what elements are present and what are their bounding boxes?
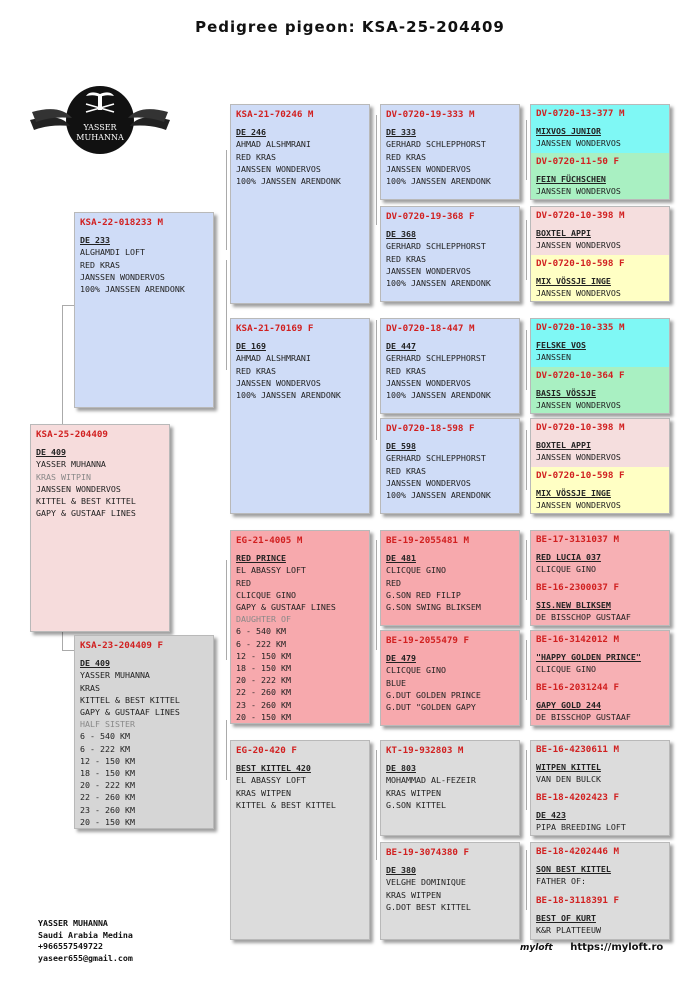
pigeon-name: GAPY GOLD 244 <box>536 700 601 711</box>
pigeon-detail-line: DE BISSCHOP GUSTAAF <box>536 612 631 623</box>
pigeon-details <box>531 648 669 675</box>
pedigree-box-dam-sire[interactable] <box>230 530 370 724</box>
ring-number: DV-0720-11-50 F <box>536 156 619 167</box>
pigeon-detail-line: JANSSEN WONDERVOS <box>386 377 471 388</box>
owner-phone: +966557549722 <box>38 941 103 951</box>
pigeon-detail-line: RED KRAS <box>236 365 276 376</box>
pigeon-name: BASIS VÖSSJE <box>536 388 596 399</box>
palm-swords-emblem-icon <box>30 82 170 162</box>
ring-number: EG-20-420 F <box>236 745 297 756</box>
pigeon-detail-line: CLICQUE GINO <box>536 664 596 675</box>
pigeon-detail-line: JANSSEN <box>536 352 571 363</box>
pigeon-name: MIX VÖSSJE INGE <box>536 276 611 287</box>
pigeon-detail-line: GAPY & GUSTAAF LINES <box>236 602 336 613</box>
pigeon-detail-line: JANSSEN WONDERVOS <box>536 400 621 411</box>
pigeon-detail-line: GERHARD SCHLEPPHORST <box>386 353 486 364</box>
ring-number: KSA-22-018233 M <box>80 217 163 228</box>
pigeon-detail-line: 20 - 150 KM <box>236 711 291 722</box>
pigeon-detail-line: G.DOT BEST KITTEL <box>386 901 471 912</box>
pigeon-detail-line: GAPY & GUSTAAF LINES <box>36 508 136 519</box>
pigeon-detail-line: JANSSEN WONDERVOS <box>536 500 621 511</box>
pigeon-detail-line: GERHARD SCHLEPPHORST <box>386 241 486 252</box>
pigeon-detail-line: G.SON SWING BLIKSEM <box>386 602 481 613</box>
pigeon-details <box>531 336 669 363</box>
pigeon-detail-line: EL ABASSY LOFT <box>236 565 306 576</box>
pigeon-detail-line: RED KRAS <box>80 259 120 270</box>
pedigree-box-dss[interactable] <box>380 530 520 626</box>
ring-number: DV-0720-10-364 F <box>536 370 625 381</box>
pigeon-detail-line: 18 - 150 KM <box>236 663 291 674</box>
pigeon-detail-line: DE BISSCHOP GUSTAAF <box>536 712 631 723</box>
pigeon-detail-line: 100% JANSSEN ARENDONK <box>236 176 341 187</box>
pigeon-detail-line: BLUE <box>386 677 406 688</box>
pigeon-name: DE 169 <box>236 341 266 352</box>
pigeon-detail-line: AHMAD ALSHMRANI <box>236 139 311 150</box>
pigeon-detail-line: YASSER MUHANNA <box>80 670 150 681</box>
owner-location: Saudi Arabia Medina <box>38 929 133 940</box>
pedigree-box-sire-sire[interactable] <box>230 104 370 304</box>
pigeon-details <box>531 384 669 411</box>
pigeon-detail-line: KRAS WITPIN <box>36 471 91 482</box>
pigeon-detail-line: 23 - 260 KM <box>80 804 135 815</box>
pedigree-box-g1[interactable] <box>530 104 670 200</box>
ring-number: DV-0720-10-598 F <box>536 258 625 269</box>
ring-number: DV-0720-13-377 M <box>536 108 625 119</box>
pedigree-box-dds[interactable] <box>380 740 520 836</box>
pigeon-name: SIS.NEW BLIKSEM <box>536 600 611 611</box>
pigeon-detail-line: G.DUT "GOLDEN GAPY <box>386 702 476 713</box>
pigeon-details <box>231 759 369 811</box>
pigeon-detail-line: RED KRAS <box>386 151 426 162</box>
pigeon-detail-line: 12 - 150 KM <box>236 650 291 661</box>
myloft-url[interactable]: https://myloft.ro <box>570 942 664 953</box>
pedigree-box-subject[interactable] <box>30 424 170 632</box>
ring-number: DV-0720-10-598 F <box>536 470 625 481</box>
pigeon-details <box>531 224 669 251</box>
pigeon-name: DE 803 <box>386 763 416 774</box>
pedigree-box-sss[interactable] <box>380 104 520 200</box>
pigeon-detail-line: K&R PLATTEEUW <box>536 925 601 936</box>
owner-email: yaseer655@gmail.com <box>38 952 133 963</box>
pigeon-name: RED PRINCE <box>236 553 286 564</box>
pigeon-detail-line: EL ABASSY LOFT <box>236 775 306 786</box>
pedigree-box-sdd[interactable] <box>380 418 520 514</box>
pigeon-name: DE 233 <box>80 235 110 246</box>
pigeon-name: WITPEN KITTEL <box>536 762 601 773</box>
ring-number: KSA-21-70246 M <box>236 109 314 120</box>
ring-number: DV-0720-18-447 M <box>386 323 475 334</box>
pigeon-detail-line: RED KRAS <box>386 253 426 264</box>
pedigree-box-g6[interactable] <box>530 630 670 726</box>
pigeon-detail-line: GERHARD SCHLEPPHORST <box>386 453 486 464</box>
pigeon-name: DE 479 <box>386 653 416 664</box>
pigeon-detail-line: KRAS WITPEN <box>386 889 441 900</box>
pedigree-box-dam[interactable] <box>74 635 214 829</box>
pigeon-detail-line: KITTEL & BEST KITTEL <box>236 799 336 810</box>
ring-number: KT-19-932803 M <box>386 745 464 756</box>
ring-number: DV-0720-10-335 M <box>536 322 625 333</box>
pigeon-details <box>231 337 369 401</box>
pigeon-detail-line: HALF SISTER <box>80 719 135 730</box>
pigeon-detail-line: 100% JANSSEN ARENDONK <box>386 490 491 501</box>
pigeon-detail-line: 22 - 260 KM <box>236 687 291 698</box>
pigeon-detail-line: JANSSEN WONDERVOS <box>386 163 471 174</box>
pigeon-detail-line: G.SON RED FILIP <box>386 589 461 600</box>
pigeon-detail-line: VELGHE DOMINIQUE <box>386 877 466 888</box>
pedigree-box-sire[interactable] <box>74 212 214 408</box>
pigeon-details <box>531 484 669 511</box>
pigeon-detail-line: JANSSEN WONDERVOS <box>236 377 321 388</box>
pigeon-detail-line: 23 - 260 KM <box>236 699 291 710</box>
pigeon-detail-line: ALGHAMDI LOFT <box>80 247 145 258</box>
ring-number: BE-18-3118391 F <box>536 895 619 906</box>
page-title: Pedigree pigeon: KSA-25-204409 <box>195 18 505 36</box>
pigeon-detail-line: JANSSEN WONDERVOS <box>536 186 621 197</box>
pigeon-detail-line: GAPY & GUSTAAF LINES <box>80 707 180 718</box>
ring-number: KSA-25-204409 <box>36 429 108 440</box>
pedigree-box-ddd[interactable] <box>380 842 520 940</box>
pigeon-detail-line: AHMAD ALSHMRANI <box>236 353 311 364</box>
pigeon-detail-line: 6 - 540 KM <box>80 731 130 742</box>
pigeon-detail-line: RED KRAS <box>236 151 276 162</box>
pedigree-box-ssd[interactable] <box>380 206 520 302</box>
pigeon-name: DE 333 <box>386 127 416 138</box>
pigeon-detail-line: MOHAMMAD AL-FEZEIR <box>386 775 476 786</box>
pigeon-detail-line: DAUGHTER OF <box>236 614 291 625</box>
pigeon-detail-line: G.DUT GOLDEN PRINCE <box>386 689 481 700</box>
pigeon-name: DE 481 <box>386 553 416 564</box>
pedigree-box-dsd[interactable] <box>380 630 520 726</box>
pigeon-detail-line: RED <box>386 577 401 588</box>
pigeon-detail-line: 20 - 222 KM <box>80 780 135 791</box>
pigeon-detail-line: 6 - 222 KM <box>80 743 130 754</box>
pigeon-details <box>381 437 519 501</box>
pigeon-detail-line: 20 - 222 KM <box>236 675 291 686</box>
pigeon-details <box>531 860 669 887</box>
pedigree-box-g5[interactable] <box>530 530 670 626</box>
ring-number: KSA-21-70169 F <box>236 323 314 334</box>
ring-number: DV-0720-18-598 F <box>386 423 475 434</box>
pedigree-box-g3[interactable] <box>530 318 670 414</box>
pedigree-box-g2[interactable] <box>530 206 670 302</box>
pigeon-name: MIX VÖSSJE INGE <box>536 488 611 499</box>
pigeon-detail-line: JANSSEN WONDERVOS <box>536 288 621 299</box>
pigeon-details <box>531 909 669 936</box>
pedigree-box-g7[interactable] <box>530 740 670 836</box>
pigeon-name: DE 409 <box>36 447 66 458</box>
pigeon-name: DE 423 <box>536 810 566 821</box>
pigeon-detail-line: 100% JANSSEN ARENDONK <box>386 278 491 289</box>
pigeon-name: DE 368 <box>386 229 416 240</box>
pigeon-detail-line: 100% JANSSEN ARENDONK <box>386 176 491 187</box>
pigeon-detail-line: 12 - 150 KM <box>80 755 135 766</box>
pigeon-detail-line: RED KRAS <box>386 465 426 476</box>
pigeon-detail-line: RED <box>236 577 251 588</box>
pigeon-details <box>31 443 169 519</box>
pigeon-detail-line: 6 - 222 KM <box>236 638 286 649</box>
pigeon-name: DE 598 <box>386 441 416 452</box>
pigeon-detail-line: CLICQUE GINO <box>236 589 296 600</box>
ring-number: BE-19-3074380 F <box>386 847 469 858</box>
ring-number: BE-18-4202423 F <box>536 792 619 803</box>
logo-line1: YASSER <box>83 123 117 132</box>
pigeon-details <box>531 806 669 833</box>
pigeon-detail-line: YASSER MUHANNA <box>36 459 106 470</box>
pigeon-name: DE 447 <box>386 341 416 352</box>
pedigree-box-dam-dam[interactable] <box>230 740 370 940</box>
pigeon-detail-line: JANSSEN WONDERVOS <box>236 163 321 174</box>
pigeon-details <box>531 696 669 723</box>
ring-number: DV-0720-10-398 M <box>536 210 625 221</box>
pigeon-details <box>381 337 519 401</box>
ring-number: DV-0720-19-368 F <box>386 211 475 222</box>
pigeon-details <box>75 654 213 828</box>
pigeon-detail-line: 6 - 540 KM <box>236 626 286 637</box>
pigeon-details <box>531 548 669 575</box>
pigeon-details <box>531 596 669 623</box>
pigeon-detail-line: KITTEL & BEST KITTEL <box>80 694 180 705</box>
pigeon-details <box>231 123 369 187</box>
pigeon-details <box>75 231 213 295</box>
pigeon-details <box>381 123 519 187</box>
pigeon-details <box>531 272 669 299</box>
pigeon-name: FELSKE VOS <box>536 340 586 351</box>
pigeon-detail-line: JANSSEN WONDERVOS <box>36 483 121 494</box>
ring-number: BE-16-2300037 F <box>536 582 619 593</box>
pigeon-detail-line: JANSSEN WONDERVOS <box>536 138 621 149</box>
pigeon-detail-line: 100% JANSSEN ARENDONK <box>236 390 341 401</box>
ring-number: EG-21-4005 M <box>236 535 303 546</box>
pigeon-detail-line: JANSSEN WONDERVOS <box>536 452 621 463</box>
pigeon-details <box>531 170 669 197</box>
ring-number: DV-0720-19-333 M <box>386 109 475 120</box>
pigeon-detail-line: G.SON KITTEL <box>386 799 446 810</box>
pigeon-details <box>231 549 369 723</box>
pedigree-box-g4[interactable] <box>530 418 670 514</box>
pigeon-name: BOXTEL APPI <box>536 228 591 239</box>
pedigree-box-sire-dam[interactable] <box>230 318 370 514</box>
pigeon-details <box>531 758 669 785</box>
pigeon-name: SON BEST KITTEL <box>536 864 611 875</box>
pigeon-detail-line: 100% JANSSEN ARENDONK <box>80 284 185 295</box>
pigeon-details <box>531 436 669 463</box>
pigeon-detail-line: KRAS WITPEN <box>386 787 441 798</box>
logo-line2: MUHANNA <box>76 133 124 142</box>
myloft-brand <box>520 942 663 953</box>
pigeon-details <box>381 861 519 913</box>
pigeon-name: MIXVOS JUNIOR <box>536 126 601 137</box>
pigeon-detail-line: CLICQUE GINO <box>386 665 446 676</box>
contact-footer <box>38 918 133 964</box>
ring-number: KSA-23-204409 F <box>80 640 163 651</box>
pigeon-details <box>531 122 669 149</box>
pigeon-details <box>381 225 519 289</box>
pigeon-detail-line: 22 - 260 KM <box>80 792 135 803</box>
pigeon-name: BEST KITTEL 420 <box>236 763 311 774</box>
pigeon-details <box>381 649 519 713</box>
pigeon-details <box>381 759 519 811</box>
pigeon-detail-line: KRAS WITPEN <box>236 787 291 798</box>
pigeon-detail-line: FATHER OF: <box>536 876 586 887</box>
loft-logo <box>30 82 170 162</box>
owner-name: YASSER MUHANNA <box>38 918 108 928</box>
pigeon-detail-line: KITTEL & BEST KITTEL <box>36 496 136 507</box>
pigeon-detail-line: 100% JANSSEN ARENDONK <box>386 390 491 401</box>
pedigree-box-sds[interactable] <box>380 318 520 414</box>
pigeon-detail-line: PIPA BREEDING LOFT <box>536 822 626 833</box>
pigeon-detail-line: KRAS <box>80 682 100 693</box>
pigeon-detail-line: CLICQUE GINO <box>536 564 596 575</box>
ring-number: DV-0720-10-398 M <box>536 422 625 433</box>
pigeon-name: FEIN FÜCHSCHEN <box>536 174 606 185</box>
pedigree-box-g8[interactable] <box>530 842 670 940</box>
pigeon-detail-line: JANSSEN WONDERVOS <box>386 265 471 276</box>
pigeon-name: "HAPPY GOLDEN PRINCE" <box>536 652 641 663</box>
pigeon-detail-line: VAN DEN BULCK <box>536 774 601 785</box>
pigeon-detail-line: CLICQUE GINO <box>386 565 446 576</box>
ring-number: BE-19-2055481 M <box>386 535 469 546</box>
pigeon-detail-line: RED KRAS <box>386 365 426 376</box>
pigeon-name: RED LUCIA 037 <box>536 552 601 563</box>
ring-number: BE-17-3131037 M <box>536 534 619 545</box>
pigeon-detail-line: JANSSEN WONDERVOS <box>80 271 165 282</box>
pigeon-name: DE 409 <box>80 658 110 669</box>
pigeon-name: BEST OF KURT <box>536 913 596 924</box>
myloft-logo: myloft <box>520 943 553 953</box>
ring-number: BE-16-3142012 M <box>536 634 619 645</box>
pigeon-name: DE 380 <box>386 865 416 876</box>
pigeon-details <box>381 549 519 613</box>
pigeon-detail-line: GERHARD SCHLEPPHORST <box>386 139 486 150</box>
pigeon-detail-line: JANSSEN WONDERVOS <box>536 240 621 251</box>
ring-number: BE-16-4230611 M <box>536 744 619 755</box>
pigeon-detail-line: 20 - 150 KM <box>80 816 135 827</box>
pigeon-name: BOXTEL APPI <box>536 440 591 451</box>
pigeon-detail-line: 18 - 150 KM <box>80 768 135 779</box>
ring-number: BE-16-2031244 F <box>536 682 619 693</box>
pigeon-name: DE 246 <box>236 127 266 138</box>
pigeon-detail-line: JANSSEN WONDERVOS <box>386 477 471 488</box>
ring-number: BE-18-4202446 M <box>536 846 619 857</box>
ring-number: BE-19-2055479 F <box>386 635 469 646</box>
